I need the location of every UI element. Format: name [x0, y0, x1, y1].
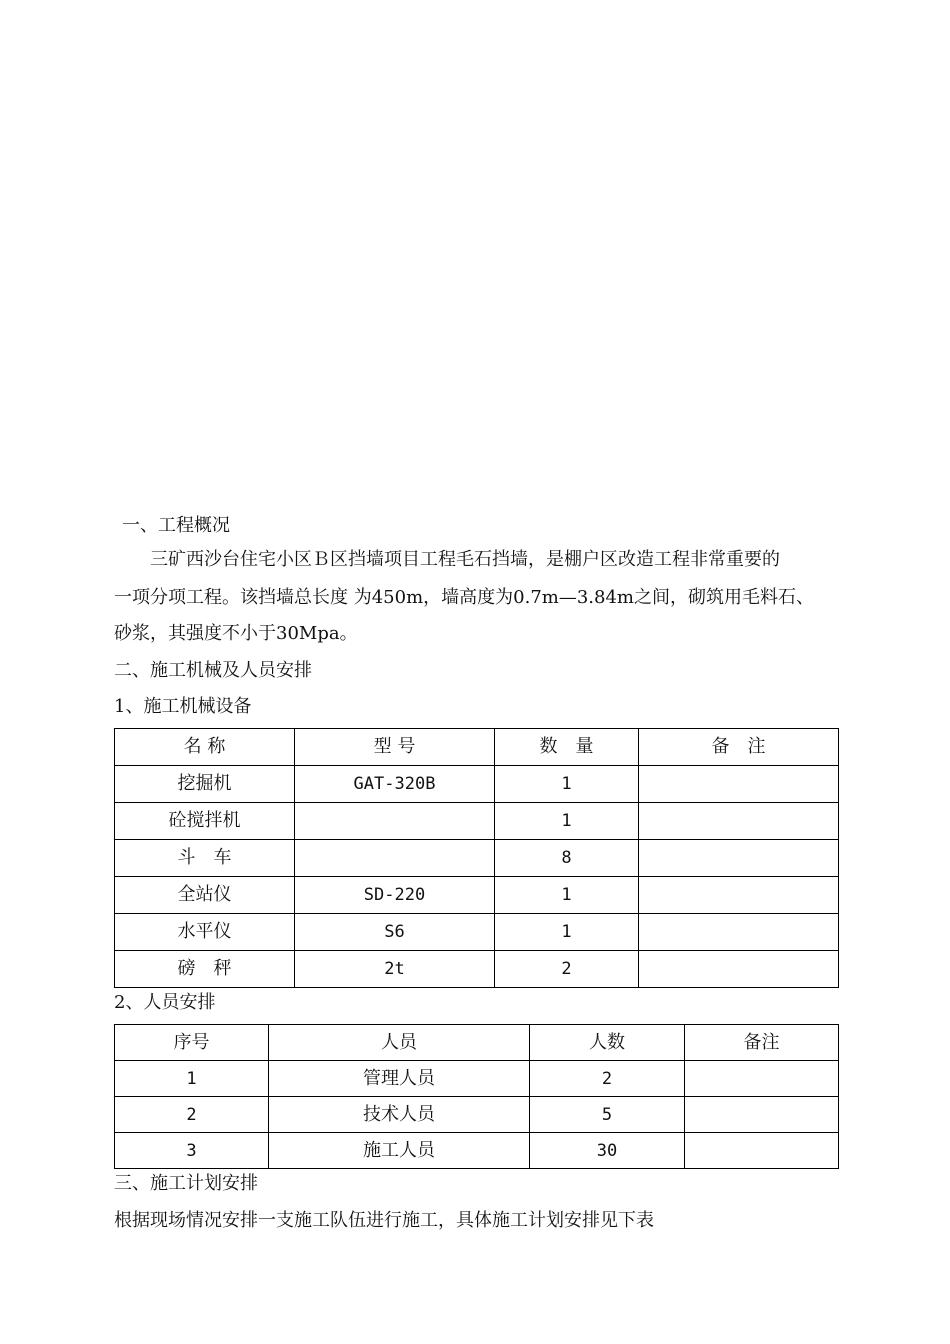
table-row [115, 1061, 839, 1097]
equipment-model [295, 840, 495, 877]
staff-remark [685, 1061, 839, 1097]
header-cell: 人员 [269, 1025, 530, 1061]
table-row [115, 877, 839, 914]
table-header-row [115, 729, 839, 766]
equipment-quantity: 1 [495, 877, 639, 914]
staff-index: 1 [115, 1061, 269, 1097]
table-row [115, 951, 839, 988]
section-heading-schedule: 三、施工计划安排 [114, 1173, 258, 1194]
equipment-name: 磅 秤 [115, 951, 295, 988]
equipment-model: GAT-320B [295, 766, 495, 803]
equipment-model: S6 [295, 914, 495, 951]
staff-index: 2 [115, 1097, 269, 1133]
equipment-remark [639, 803, 839, 840]
equipment-remark [639, 877, 839, 914]
overview-paragraph-line-3: 砂浆，其强度不小于30Mpa。 [114, 623, 358, 644]
table-row [115, 1133, 839, 1169]
equipment-table [114, 728, 839, 988]
subheading-staff: 2、人员安排 [114, 992, 216, 1013]
table-row [115, 840, 839, 877]
equipment-remark [639, 914, 839, 951]
table-row [115, 1097, 839, 1133]
header-cell: 型 号 [295, 729, 495, 766]
table-row [115, 803, 839, 840]
overview-paragraph-line-1: 三矿西沙台住宅小区Ｂ区挡墙项目工程毛石挡墙，是棚户区改造工程非常重要的 [150, 549, 780, 570]
equipment-name: 全站仪 [115, 877, 295, 914]
equipment-model: SD-220 [295, 877, 495, 914]
equipment-quantity: 8 [495, 840, 639, 877]
header-cell: 备注 [685, 1025, 839, 1061]
equipment-model: 2t [295, 951, 495, 988]
equipment-name: 砼搅拌机 [115, 803, 295, 840]
section-heading-machinery-staff: 二、施工机械及人员安排 [114, 660, 312, 681]
header-cell: 备 注 [639, 729, 839, 766]
equipment-remark [639, 766, 839, 803]
staff-count: 30 [530, 1133, 685, 1169]
section-heading-overview: 一、工程概况 [122, 515, 230, 536]
table-row [115, 766, 839, 803]
subheading-equipment: 1、施工机械设备 [114, 696, 252, 717]
equipment-name: 斗 车 [115, 840, 295, 877]
staff-count: 5 [530, 1097, 685, 1133]
equipment-quantity: 1 [495, 803, 639, 840]
header-cell: 人数 [530, 1025, 685, 1061]
equipment-remark [639, 951, 839, 988]
table-row [115, 914, 839, 951]
schedule-paragraph: 根据现场情况安排一支施工队伍进行施工，具体施工计划安排见下表 [114, 1210, 654, 1231]
equipment-name: 水平仪 [115, 914, 295, 951]
staff-remark [685, 1097, 839, 1133]
staff-role: 管理人员 [269, 1061, 530, 1097]
header-cell: 名 称 [115, 729, 295, 766]
staff-role: 施工人员 [269, 1133, 530, 1169]
overview-paragraph-line-2: 一项分项工程。该挡墙总长度 为450m，墙高度为0.7m—3.84m之间，砌筑用毛料石、 [114, 587, 814, 608]
staff-role: 技术人员 [269, 1097, 530, 1133]
equipment-quantity: 1 [495, 766, 639, 803]
equipment-remark [639, 840, 839, 877]
staff-count: 2 [530, 1061, 685, 1097]
header-cell: 数 量 [495, 729, 639, 766]
staff-index: 3 [115, 1133, 269, 1169]
equipment-model [295, 803, 495, 840]
equipment-name: 挖掘机 [115, 766, 295, 803]
staff-remark [685, 1133, 839, 1169]
header-cell: 序号 [115, 1025, 269, 1061]
staff-table [114, 1024, 839, 1169]
table-header-row [115, 1025, 839, 1061]
equipment-quantity: 2 [495, 951, 639, 988]
equipment-quantity: 1 [495, 914, 639, 951]
